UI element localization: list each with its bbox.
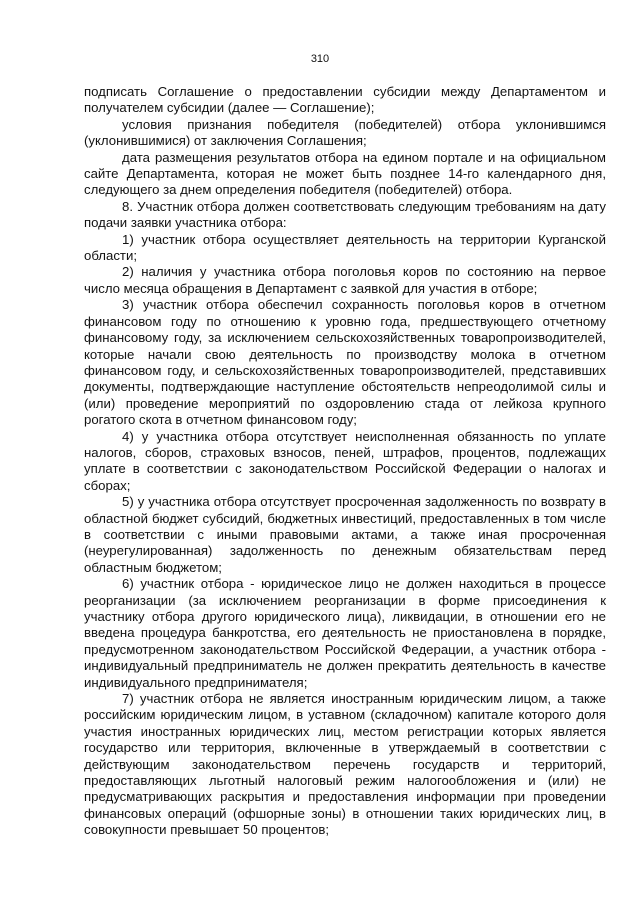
- paragraph: 2) наличия у участника отбора поголовья коров по состоянию на первое число месяца обращения в Департамент с заявкой для участия в отборе;: [84, 264, 606, 296]
- paragraph: дата размещения результатов отбора на едином портале и на официальном сайте Департамента, которая не может быть позднее 14-го календарного дня, следующего за днем определения победителя (победителей) отбора.: [84, 149, 606, 198]
- document-body: [84, 84, 606, 839]
- paragraph: подписать Соглашение о предоставлении субсидии между Департаментом и получателем субсидии (далее — Соглашение);: [84, 84, 606, 116]
- paragraph: 6) участник отбора - юридическое лицо не должен находиться в процессе реорганизации (за исключением реорганизации в форме присоединения к участнику отбора другого юридического лица), ликвидации, в отношении его не введена процедура банкротства, его деятельность не приостановлена в порядке, предусмотренном законодательством Российской Федерации, а участник отбора - индивидуальный предприниматель не должен прекратить деятельность в качестве индивидуального предпринимателя;: [84, 576, 606, 690]
- paragraph: 5) у участника отбора отсутствует просроченная задолженность по возврату в областной бюджет субсидий, бюджетных инвестиций, предоставленных в том числе в соответствии с иными правовыми актами, а также иная просроченная (неурегулированная) задолженность по денежным обязательствам перед областным бюджетом;: [84, 494, 606, 575]
- paragraph: 8. Участник отбора должен соответствовать следующим требованиям на дату подачи заявки участника отбора:: [84, 198, 606, 231]
- paragraph: 7) участник отбора не является иностранным юридическим лицом, а также российским юридическим лицом, в уставном (складочном) капитале которого доля участия иностранных юридических лиц, местом регистрации которых является государство или территория, включенные в утверждаемый в соответствии с действующим законодательством перечень государств и территорий, предоставляющих льготный налоговый режим налогообложения и (или) не предусматривающих раскрытия и предоставления информации при проведении финансовых операций (офшорные зоны) в отношении таких юридических лиц, в совокупности превышает 50 процентов;: [84, 691, 606, 838]
- paragraph: 4) у участника отбора отсутствует неисполненная обязанность по уплате налогов, сборов, страховых взносов, пеней, штрафов, процентов, подлежащих уплате в соответствии с законодательством Российской Федерации о налогах и сборах;: [84, 428, 606, 493]
- paragraph: 1) участник отбора осуществляет деятельность на территории Курганской области;: [84, 231, 606, 264]
- page-number: 310: [310, 53, 330, 65]
- paragraph: 3) участник отбора обеспечил сохранность поголовья коров в отчетном финансовом году по отношению к уровню года, предшествующего отчетному финансовому году, за исключением сельскохозяйственных товаропроизводителей, которые начали свою деятельность по производству молока в отчетном финансовом году, и сельскохозяйственных товаропроизводителей, представивших документы, подтверждающие наступление обстоятельств непреодолимой силы и (или) проведение мероприятий по оздоровлению стада от лейкоза крупного рогатого скота в отчетном финансовом году;: [84, 297, 606, 428]
- paragraph: условия признания победителя (победителей) отбора уклонившимся (уклонившимися) от заключения Соглашения;: [84, 116, 606, 149]
